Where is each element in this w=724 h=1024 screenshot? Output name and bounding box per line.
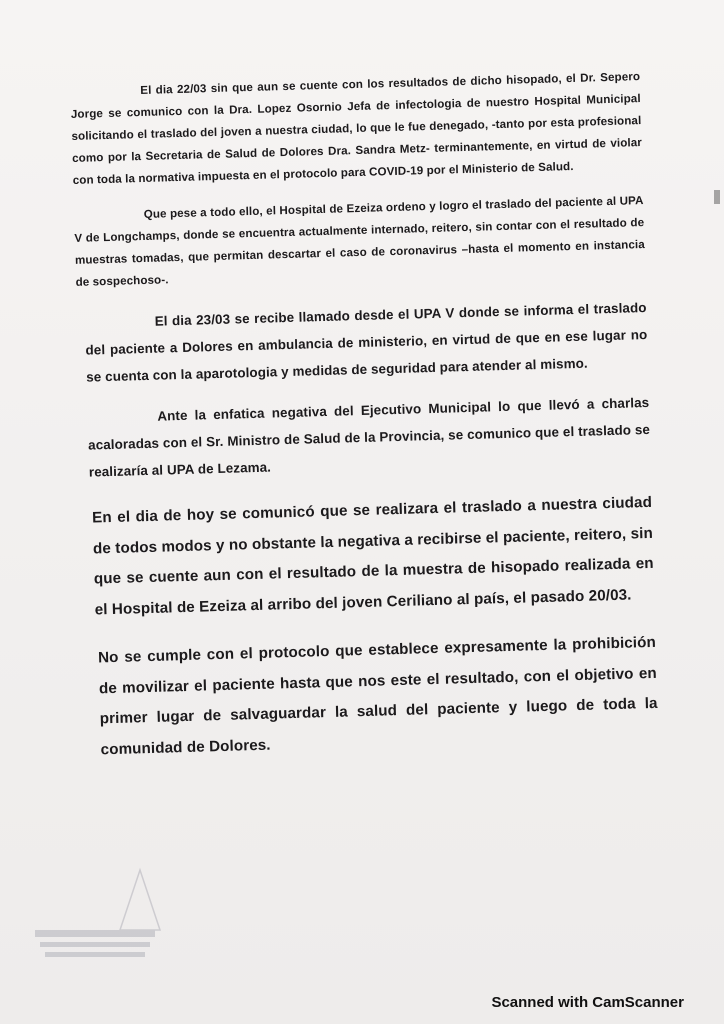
letter-body — [70, 66, 659, 766]
paragraph-1: El dia 22/03 sin que aun se cuente con los resultados de dicho hisopado, el Dr. Sepero Jorge se comunico con la Dra. Lopez Osornio Jefa de infectologia de nuestro Hospital Municipal solicitando el traslado del joven a nuestra ciudad, lo que le fue denegado, -tanto por esta profesional como por la Secretaria de Salud de Dolores Dra. Sandra Metz- terminantemente, en virtud de violar con toda la normativa impuesta en el protocolo para COVID-19 por el Ministerio de Salud. — [70, 70, 643, 187]
paragraph-4: Ante la enfatica negativa del Ejecutivo Municipal lo que llevó a charlas acaloradas con el Sr. Ministro de Salud de la Provincia, se comunico que el traslado se realizaría al UPA de Lezama. — [87, 394, 651, 480]
paragraph-3: El dia 23/03 se recibe llamado desde el UPA V donde se informa el traslado del paciente a Dolores en ambulancia de ministerio, en virtud de que en ese lugar no se cuenta con la aparotologia y medidas de seguridad para atender al mismo. — [85, 299, 648, 385]
paragraph-6: No se cumple con el protocolo que establece expresamente la prohibición de movilizar el paciente hasta que nos este el resultado, con el objetivo en primer lugar de salvaguardar la salud del paciente y luego de toda la comunidad de Dolores. — [97, 633, 658, 758]
faded-stamp — [30, 860, 220, 970]
stamp-graphic — [30, 860, 220, 970]
scan-edge-mark — [714, 190, 720, 204]
paragraph-5: En el dia de hoy se comunicó que se realizara el traslado a nuestra ciudad de todos modos y no obstante la negativa a recibirse el paciente, reitero, sin que se cuente aun con el resultado de la muestra de hisopado realizada en el Hospital de Ezeiza al arribo del joven Ceriliano al país, el pasado 20/03. — [91, 493, 654, 619]
camscanner-watermark: Scanned with CamScanner — [491, 994, 684, 1011]
paragraph-2: Que pese a todo ello, el Hospital de Ezeiza ordeno y logro el traslado del paciente al UPA V de Longchamps, donde se encuentra actualmente internado, reitero, sin contar con el resultado de muestras tomadas, que permitan descartar el caso de coronavirus –hasta el momento en instancia de sospechoso-. — [74, 194, 645, 289]
